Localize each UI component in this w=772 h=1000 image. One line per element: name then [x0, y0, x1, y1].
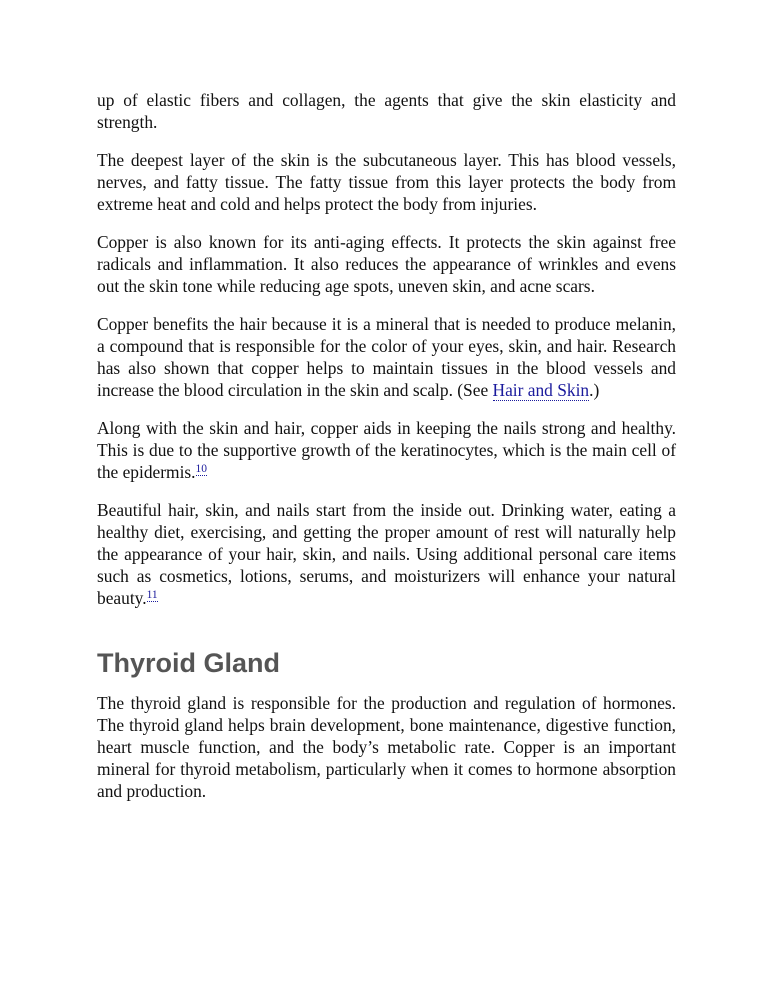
- paragraph-skin-elasticity: [97, 89, 676, 133]
- paragraph-text-after: .): [589, 380, 600, 400]
- section-heading-thyroid-gland: Thyroid Gland: [97, 648, 281, 678]
- footnote-ref-11[interactable]: 11: [146, 589, 158, 601]
- paragraph-text: The thyroid gland is responsible for the production and regulation of hormones. The thyroid gland helps brain development, bone maintenance, digestive function, heart muscle function, and the body’s metabolic rate. Copper is an important mineral for thyroid metabolism, particularly when it comes to hormone absorption and production.: [97, 693, 676, 801]
- hair-and-skin-link[interactable]: Hair and Skin: [492, 380, 590, 400]
- paragraph-text: Copper benefits the hair because it is a mineral that is needed to produce melanin, a compound that is responsible for the color of your eyes, skin, and hair. Research has also shown that copper helps to maintain tissues in the blood vessels and increase the blood circulation in the skin and scalp. (See: [97, 314, 676, 400]
- paragraph-anti-aging: [97, 231, 676, 297]
- paragraph-subcutaneous-layer: [97, 149, 676, 215]
- paragraph-text: Beautiful hair, skin, and nails start from the inside out. Drinking water, eating a healthy diet, exercising, and getting the proper amount of rest will naturally help the appearance of your hair, skin, and nails. Using additional personal care items such as cosmetics, lotions, serums, and moisturizers will enhance your natural beauty.: [97, 500, 676, 608]
- paragraph-nails: [97, 417, 676, 483]
- paragraph-text: Along with the skin and hair, copper aids in keeping the nails strong and healthy. This is due to the supportive growth of the keratinocytes, which is the main cell of the epidermis.: [97, 418, 676, 482]
- footnote-ref-10[interactable]: 10: [195, 463, 208, 475]
- paragraph-text: up of elastic fibers and collagen, the agents that give the skin elasticity and strength.: [97, 90, 676, 132]
- paragraph-hair-benefits: [97, 313, 676, 401]
- paragraph-thyroid: [97, 692, 676, 802]
- paragraph-text: The deepest layer of the skin is the subcutaneous layer. This has blood vessels, nerves, and fatty tissue. The fatty tissue from this layer protects the body from extreme heat and cold and helps protect the body from injuries.: [97, 150, 676, 214]
- paragraph-text: Copper is also known for its anti-aging effects. It protects the skin against free radicals and inflammation. It also reduces the appearance of wrinkles and evens out the skin tone while reducing age spots, uneven skin, and acne scars.: [97, 232, 676, 296]
- paragraph-beauty: [97, 499, 676, 609]
